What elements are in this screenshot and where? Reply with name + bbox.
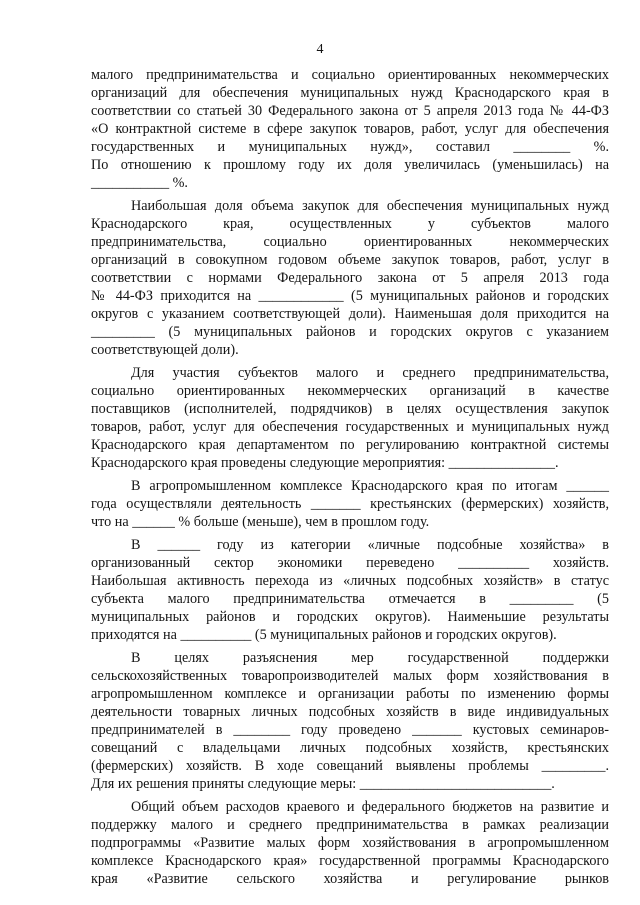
text-line: (фермерских) хозяйств. В ходе совещаний выявлены проблемы _________. bbox=[91, 758, 609, 774]
text-line: товаров, работ, услуг для обеспечения государственных и муниципальных нужд bbox=[91, 419, 609, 435]
text-line: государственных и муниципальных нужд», составил ________ %. bbox=[91, 139, 609, 155]
text-line: округов с указанием соответствующей доли). Наименьшая доля приходится на bbox=[91, 306, 609, 322]
text-line: ___________ %. bbox=[91, 175, 188, 191]
text-line: года осуществляли деятельность _______ крестьянских (фермерских) хозяйств, bbox=[91, 496, 609, 512]
text-line: Общий объем расходов краевого и федерального бюджетов на развитие и bbox=[131, 799, 609, 815]
page-number: 4 bbox=[316, 42, 324, 57]
text-line: _________ (5 муниципальных районов и городских округов с указанием bbox=[91, 324, 609, 340]
text-line: По отношению к прошлому году их доля увеличилась (уменьшилась) на bbox=[91, 157, 609, 173]
text-line: приходятся на __________ (5 муниципальных районов и городских округов). bbox=[91, 627, 557, 643]
text-line: соответствующей доли). bbox=[91, 342, 239, 358]
text-line: В агропромышленном комплексе Краснодарского края по итогам ______ bbox=[131, 478, 609, 494]
text-line: организованный сектор экономики переведено __________ хозяйств. bbox=[91, 555, 609, 571]
text-line: Наибольшая активность перехода из «личных подсобных хозяйств» в статус bbox=[91, 573, 609, 589]
text-line: Краснодарского края департаментом по регулированию контрактной системы bbox=[91, 437, 609, 453]
text-line: агропромышленном комплексе и организации работы по изменению формы bbox=[91, 686, 609, 702]
text-line: Краснодарского края проведены следующие мероприятия: _______________. bbox=[91, 455, 559, 471]
text-line: «О контрактной системе в сфере закупок товаров, работ, услуг для обеспечения bbox=[91, 121, 609, 137]
text-line: деятельности товарных личных подсобных хозяйств в виде индивидуальных bbox=[91, 704, 609, 720]
text-line: подпрограммы «Развитие малых форм хозяйствования в агропромышленном bbox=[91, 835, 609, 851]
text-line: муниципальных районов и городских округов). Наименьшие результаты bbox=[91, 609, 609, 625]
text-line: поставщиков (исполнителей, подрядчиков) в целях осуществления закупок bbox=[91, 401, 609, 417]
text-line: В ______ году из категории «личные подсобные хозяйства» в bbox=[131, 537, 609, 553]
text-line: сельскохозяйственных товаропроизводителей малых форм хозяйствования в bbox=[91, 668, 609, 684]
text-line: края «Развитие сельского хозяйства и регулирование рынков bbox=[91, 871, 609, 887]
text-line: предпринимательства, социально ориентированных некоммерческих bbox=[91, 234, 609, 250]
text-line: субъекта малого предпринимательства отмечается в _________ (5 bbox=[91, 591, 609, 607]
text-line: малого предпринимательства и социально ориентированных некоммерческих bbox=[91, 67, 609, 83]
text-line: В целях разъяснения мер государственной поддержки bbox=[131, 650, 609, 666]
text-line: № 44-ФЗ приходится на ____________ (5 муниципальных районов и городских bbox=[91, 288, 609, 304]
text-line: комплексе Краснодарского края» государственной программы Краснодарского bbox=[91, 853, 609, 869]
text-line: что на ______ % больше (меньше), чем в прошлом году. bbox=[91, 514, 430, 530]
text-line: поддержку малого и среднего предпринимательства в рамках реализации bbox=[91, 817, 609, 833]
text-line: организаций в совокупном годовом объеме закупок товаров, работ, услуг в bbox=[91, 252, 609, 268]
text-line: Для их решения приняты следующие меры: ___________________________. bbox=[91, 776, 555, 792]
text-line: соответствии с нормами Федерального закона от 5 апреля 2013 года bbox=[91, 270, 609, 286]
text-line: соответствии со статьей 30 Федерального закона от 5 апреля 2013 года № 44-ФЗ bbox=[91, 103, 609, 119]
text-line: совещаний с владельцами личных подсобных хозяйств, крестьянских bbox=[91, 740, 609, 756]
text-line: организаций для обеспечения муниципальных нужд Краснодарского края в bbox=[91, 85, 609, 101]
text-line: предпринимателей в ________ году проведено _______ кустовых семинаров- bbox=[91, 722, 609, 738]
text-line: Краснодарского края, осуществленных у субъектов малого bbox=[91, 216, 609, 232]
text-line: Для участия субъектов малого и среднего предпринимательства, bbox=[131, 365, 609, 381]
text-line: Наибольшая доля объема закупок для обеспечения муниципальных нужд bbox=[131, 198, 609, 214]
text-line: социально ориентированных некоммерческих организаций в качестве bbox=[91, 383, 609, 399]
